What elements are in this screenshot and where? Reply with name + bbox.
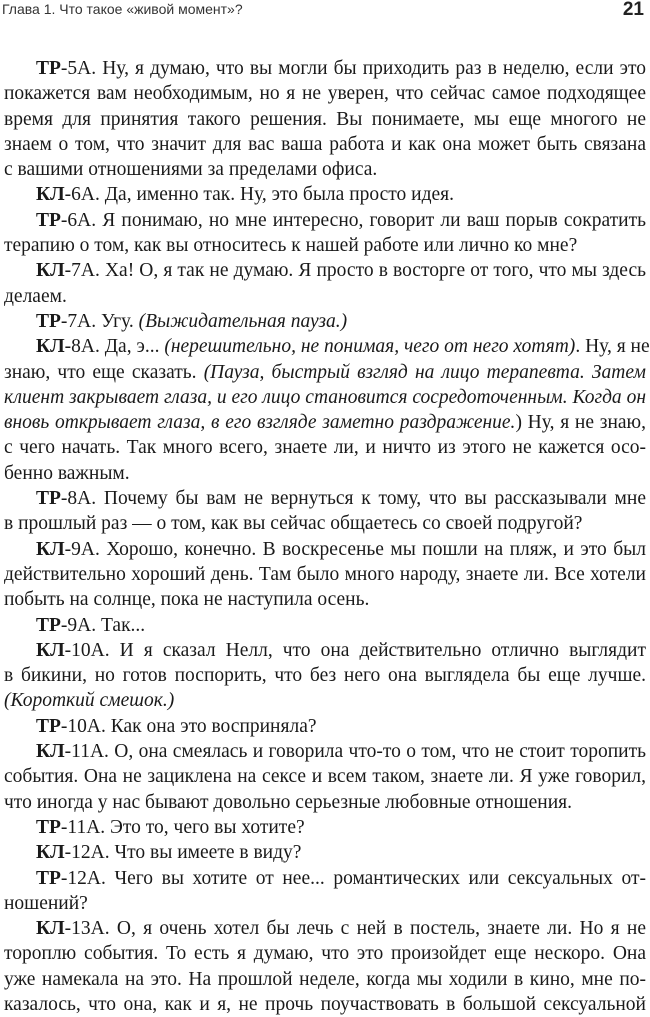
speaker-label: ТР bbox=[36, 867, 61, 889]
speaker-label: КЛ bbox=[36, 184, 65, 206]
line-text: -10А. Как она это восприняла? bbox=[60, 715, 317, 737]
text-line bbox=[4, 967, 646, 992]
stage-direction: клиент закрывает глаза, и его лицо становится сосредоточенным. Когда он bbox=[4, 386, 646, 408]
line-text: -7А. Ха! О, я так не думаю. Я просто в восторге от того, что мы здесь bbox=[64, 260, 646, 282]
line-text: -9А. Так... bbox=[60, 614, 146, 636]
stage-direction: (Выжидательная пауза.) bbox=[138, 310, 348, 332]
line-text: -9А. Хорошо, конечно. В воскресенье мы пошли на пляж, и это был bbox=[64, 538, 646, 560]
line-text: тороплю события. То есть я думаю, что это произойдет еще нескоро. Она bbox=[4, 943, 646, 965]
text-line bbox=[4, 511, 646, 536]
text-line bbox=[4, 81, 646, 106]
line-text: действительно хороший день. Там было много народу, знаете ли. Все хотели bbox=[4, 563, 646, 585]
text-line bbox=[4, 613, 646, 638]
text-line bbox=[4, 916, 646, 941]
text-line bbox=[4, 309, 646, 334]
line-text: побыть на солнце, пока не наступила осень. bbox=[4, 589, 370, 611]
stage-direction: (Пауза, быстрый взгляд на лицо терапевта. Затем bbox=[203, 361, 647, 383]
line-text: -10А. И я сказал Нелл, что она действительно отлично выглядит bbox=[64, 639, 646, 661]
text-line bbox=[4, 790, 646, 815]
line-text: -12А. Что вы имеете в виду? bbox=[64, 842, 302, 864]
text-line bbox=[4, 764, 646, 789]
speaker-label: КЛ bbox=[36, 842, 65, 864]
speaker-label: КЛ bbox=[36, 741, 65, 763]
line-text: терапию о том, как вы относитесь к нашей работе или лично ко мне? bbox=[4, 235, 578, 257]
line-text: события. Она не зациклена на сексе и всем таком, знаете ли. Я уже говорил, bbox=[4, 766, 646, 788]
text-line bbox=[4, 663, 646, 688]
speaker-label: ТР bbox=[36, 816, 61, 838]
text-line bbox=[4, 435, 646, 460]
line-text: знаем о том, что значит для вас ваша работа и как она может быть связана bbox=[4, 133, 646, 155]
stage-direction: (Короткий смешок.) bbox=[4, 690, 175, 712]
line-text: знаю, что еще сказать. bbox=[4, 361, 204, 383]
text-line bbox=[4, 385, 646, 410]
line-text: -7А. Угу. bbox=[60, 310, 139, 332]
line-text: делаем. bbox=[4, 285, 67, 307]
text-line bbox=[4, 360, 646, 385]
text-line bbox=[4, 688, 646, 713]
line-text: -13А. О, я очень хотел бы лечь с ней в постель, знаете ли. Но я не bbox=[64, 918, 646, 940]
text-line bbox=[4, 208, 646, 233]
line-text: в бикини, но готов поспорить, что без него она выглядела бы еще лучше. bbox=[4, 665, 646, 687]
text-line bbox=[4, 233, 646, 258]
line-text: -6А. Да, именно так. Ну, это была просто идея. bbox=[64, 184, 455, 206]
text-line bbox=[4, 410, 646, 435]
line-text: с чего начать. Так много всего, знаете ли, и ничто из этого не кажется осо- bbox=[4, 437, 646, 459]
line-text: -12А. Чего вы хотите от нее... романтических или сексуальных от- bbox=[60, 867, 646, 889]
line-text: время для принятия такого решения. Вы понимаете, мы еще многого не bbox=[4, 108, 646, 130]
speaker-label: ТР bbox=[36, 715, 61, 737]
line-text: -5А. Ну, я думаю, что вы могли бы приходить раз в неделю, если это bbox=[60, 58, 646, 79]
text-line bbox=[4, 562, 646, 587]
speaker-label: КЛ bbox=[36, 918, 65, 940]
text-line bbox=[4, 891, 646, 916]
line-text: ношений? bbox=[4, 892, 88, 914]
running-head: Глава 1. Что такое «живой момент»? bbox=[2, 1, 243, 17]
text-line bbox=[4, 587, 646, 612]
line-text: уже намекала на это. На прошлой неделе, когда мы ходили в кино, мне по- bbox=[4, 968, 646, 990]
text-line bbox=[4, 992, 646, 1017]
page-header bbox=[2, 0, 644, 20]
stage-direction: вновь открывает глаза, в его взгляде заметно раздражение. bbox=[4, 412, 516, 434]
text-line bbox=[4, 132, 646, 157]
speaker-label: КЛ bbox=[36, 260, 65, 282]
line-text: -6А. Я понимаю, но мне интересно, говорит ли ваш порыв сократить bbox=[60, 209, 646, 231]
text-line bbox=[4, 840, 646, 865]
text-line bbox=[4, 714, 646, 739]
speaker-label: ТР bbox=[36, 310, 61, 332]
stage-direction: (нерешительно, не понимая, чего от него хотят) bbox=[164, 336, 576, 358]
line-text: покажется вам необходимым, но я не уверен, что сейчас самое подходящее bbox=[4, 83, 646, 105]
text-line bbox=[4, 537, 646, 562]
text-line bbox=[4, 157, 646, 182]
speaker-label: ТР bbox=[36, 209, 61, 231]
line-text: . Ну, я не bbox=[575, 336, 650, 358]
speaker-label: КЛ bbox=[36, 538, 65, 560]
text-line bbox=[4, 107, 646, 132]
line-text: -11А. Это то, чего вы хотите? bbox=[60, 816, 305, 838]
line-text: бенно важным. bbox=[4, 462, 130, 484]
text-line bbox=[4, 638, 646, 663]
body-text bbox=[4, 56, 650, 1017]
line-text: в прошлый раз — о том, как вы сейчас общаетесь со своей подругой? bbox=[4, 513, 583, 535]
line-text: -8А. Да, э... bbox=[64, 336, 165, 358]
line-text: ) Ну, я не знаю, bbox=[515, 412, 646, 434]
line-text: -8А. Почему бы вам не вернуться к тому, что вы рассказывали мне bbox=[60, 488, 646, 510]
text-line bbox=[4, 56, 646, 81]
text-line bbox=[4, 739, 646, 764]
line-text: что иногда у нас бывают довольно серьезные любовные отношения. bbox=[4, 791, 572, 813]
speaker-label: ТР bbox=[36, 488, 61, 510]
line-text: -11А. О, она смеялась и говорила что-то о том, что не стоит торопить bbox=[64, 741, 646, 763]
line-text: казалось, что она, как и я, не прочь поучаствовать в большой сексуальной bbox=[4, 993, 646, 1015]
text-line bbox=[4, 815, 646, 840]
text-line bbox=[4, 486, 646, 511]
text-line bbox=[4, 182, 646, 207]
text-line bbox=[4, 284, 646, 309]
line-text: с вашими отношениями за пределами офиса. bbox=[4, 159, 378, 181]
text-line bbox=[4, 258, 646, 283]
text-line bbox=[4, 461, 646, 486]
speaker-label: КЛ bbox=[36, 336, 65, 358]
text-line bbox=[4, 334, 650, 359]
speaker-label: ТР bbox=[36, 58, 61, 79]
speaker-label: КЛ bbox=[36, 639, 65, 661]
speaker-label: ТР bbox=[36, 614, 61, 636]
page-number: 21 bbox=[622, 0, 644, 20]
text-line bbox=[4, 866, 646, 891]
text-line bbox=[4, 941, 646, 966]
